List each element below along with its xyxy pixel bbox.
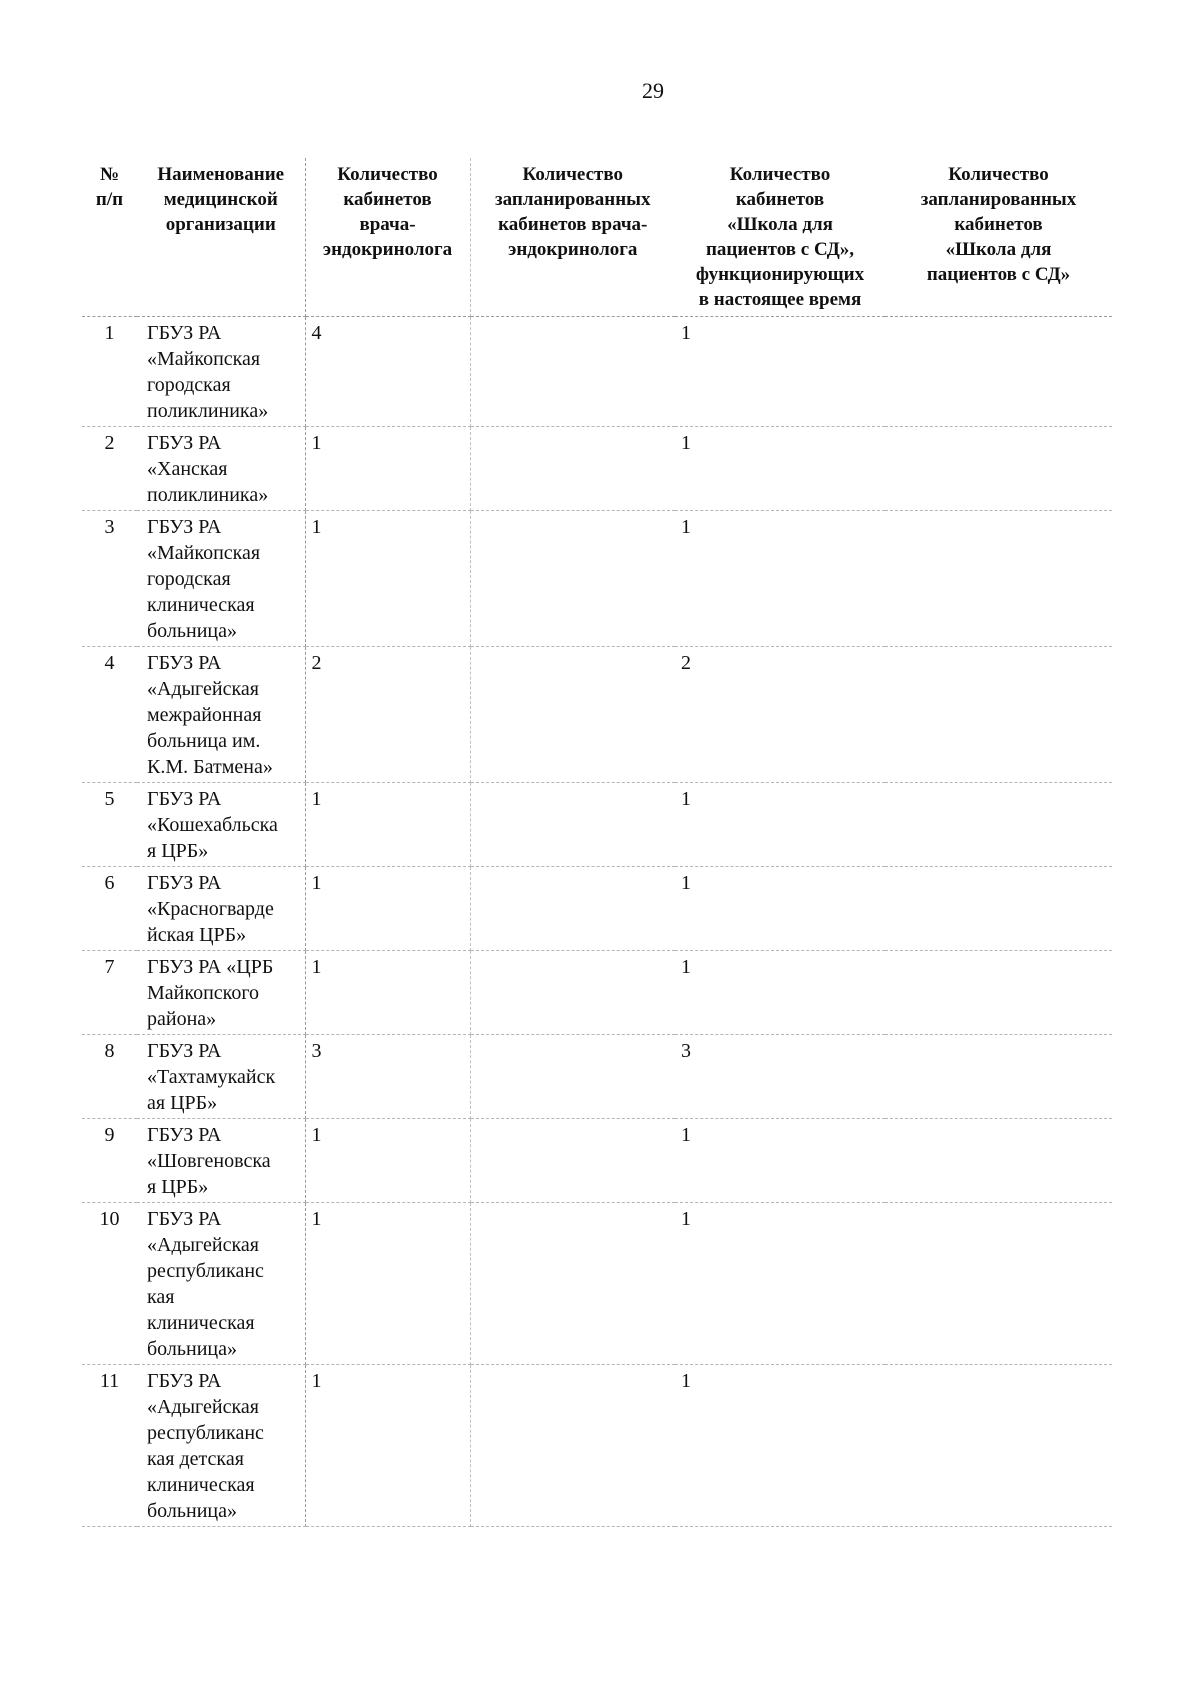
header-endo-active: Количество кабинетов врача- эндокринолога <box>305 158 470 317</box>
row-name: ГБУЗ РА «Ханская поликлиника» <box>137 427 305 511</box>
row-name: ГБУЗ РА «Адыгейская республиканс кая детская клиническая больница» <box>137 1365 305 1527</box>
row-endo-active: 1 <box>305 1119 470 1203</box>
row-num: 4 <box>82 647 137 783</box>
row-school-planned <box>885 511 1112 647</box>
page-number: 29 <box>642 78 664 103</box>
table-row <box>82 511 1112 647</box>
row-endo-active: 1 <box>305 867 470 951</box>
row-endo-active: 1 <box>305 783 470 867</box>
row-school-active: 3 <box>675 1035 885 1119</box>
table-row <box>82 951 1112 1035</box>
row-school-planned <box>885 867 1112 951</box>
row-num: 6 <box>82 867 137 951</box>
table-row <box>82 1035 1112 1119</box>
row-school-planned <box>885 951 1112 1035</box>
row-school-active: 2 <box>675 647 885 783</box>
row-school-active: 1 <box>675 783 885 867</box>
row-school-planned <box>885 1035 1112 1119</box>
row-endo-planned <box>470 1035 675 1119</box>
row-endo-planned <box>470 511 675 647</box>
row-endo-active: 3 <box>305 1035 470 1119</box>
row-name: ГБУЗ РА «ЦРБ Майкопского района» <box>137 951 305 1035</box>
header-endo-planned: Количество запланированных кабинетов врача- эндокринолога <box>470 158 675 317</box>
table-header-row <box>82 158 1112 317</box>
row-endo-active: 1 <box>305 951 470 1035</box>
header-school-active: Количество кабинетов «Школа для пациентов с СД», функционирующих в настоящее время <box>675 158 885 317</box>
row-school-planned <box>885 1119 1112 1203</box>
row-school-planned <box>885 427 1112 511</box>
table-row <box>82 317 1112 427</box>
row-name: ГБУЗ РА «Адыгейская межрайонная больница им. К.М. Батмена» <box>137 647 305 783</box>
row-endo-active: 1 <box>305 511 470 647</box>
row-num: 8 <box>82 1035 137 1119</box>
table-row <box>82 1119 1112 1203</box>
row-num: 2 <box>82 427 137 511</box>
row-school-active: 1 <box>675 867 885 951</box>
table-row <box>82 783 1112 867</box>
row-num: 10 <box>82 1203 137 1365</box>
row-endo-planned <box>470 951 675 1035</box>
table-row <box>82 1203 1112 1365</box>
row-name: ГБУЗ РА «Адыгейская республиканс кая клиническая больница» <box>137 1203 305 1365</box>
header-num: № п/п <box>82 158 137 317</box>
table-row <box>82 1365 1112 1527</box>
row-endo-planned <box>470 427 675 511</box>
row-school-active: 1 <box>675 1365 885 1527</box>
row-num: 11 <box>82 1365 137 1527</box>
row-endo-planned <box>470 1365 675 1527</box>
row-name: ГБУЗ РА «Тахтамукайск ая ЦРБ» <box>137 1035 305 1119</box>
row-school-planned <box>885 647 1112 783</box>
row-school-active: 1 <box>675 1119 885 1203</box>
row-endo-planned <box>470 867 675 951</box>
row-school-planned <box>885 1203 1112 1365</box>
row-endo-planned <box>470 647 675 783</box>
row-name: ГБУЗ РА «Красногварде йская ЦРБ» <box>137 867 305 951</box>
row-name: ГБУЗ РА «Майкопская городская клиническая больница» <box>137 511 305 647</box>
table-row <box>82 647 1112 783</box>
row-school-active: 1 <box>675 427 885 511</box>
row-school-active: 1 <box>675 317 885 427</box>
row-name: ГБУЗ РА «Кошехабльска я ЦРБ» <box>137 783 305 867</box>
cabinets-table <box>82 158 1112 1527</box>
row-endo-planned <box>470 1203 675 1365</box>
row-endo-active: 1 <box>305 1365 470 1527</box>
row-endo-planned <box>470 317 675 427</box>
row-endo-active: 1 <box>305 427 470 511</box>
row-endo-active: 1 <box>305 1203 470 1365</box>
row-num: 9 <box>82 1119 137 1203</box>
row-num: 5 <box>82 783 137 867</box>
row-name: ГБУЗ РА «Майкопская городская поликлиника» <box>137 317 305 427</box>
table-row <box>82 867 1112 951</box>
table-row <box>82 427 1112 511</box>
row-num: 3 <box>82 511 137 647</box>
row-school-active: 1 <box>675 951 885 1035</box>
table-body <box>82 317 1112 1527</box>
row-endo-planned <box>470 783 675 867</box>
row-endo-planned <box>470 1119 675 1203</box>
row-endo-active: 2 <box>305 647 470 783</box>
row-endo-active: 4 <box>305 317 470 427</box>
header-name: Наименование медицинской организации <box>137 158 305 317</box>
row-school-planned <box>885 1365 1112 1527</box>
row-school-active: 1 <box>675 1203 885 1365</box>
row-school-planned <box>885 317 1112 427</box>
row-name: ГБУЗ РА «Шовгеновска я ЦРБ» <box>137 1119 305 1203</box>
row-school-active: 1 <box>675 511 885 647</box>
header-school-planned: Количество запланированных кабинетов «Школа для пациентов с СД» <box>885 158 1112 317</box>
row-num: 1 <box>82 317 137 427</box>
row-school-planned <box>885 783 1112 867</box>
row-num: 7 <box>82 951 137 1035</box>
